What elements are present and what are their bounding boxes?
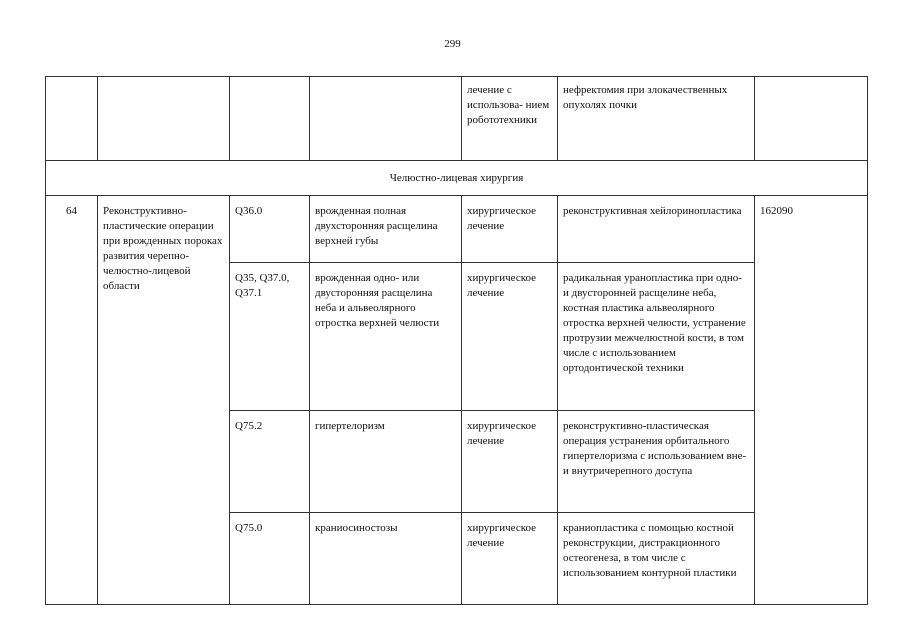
treatment-cell: хирургическое лечение [462,263,558,411]
group-name: Реконструктивно-пластические операции при врожденных пороках развития черепно-челюстно-лицевой области [98,196,230,605]
diagnosis-cell: гипертелоризм [310,411,462,513]
empty-cell [310,77,462,161]
treatment-cell: хирургическое лечение [462,196,558,263]
diagnosis-cell: врожденная одно- или двусторонняя расщелина неба и альвеолярного отростка верхней челюсти [310,263,462,411]
empty-cell [230,77,310,161]
method-cell: радикальная уранопластика при одно- и двусторонней расщелине неба, костная пластика альвеолярного отростка верхней челюсти, устранение протрузии межчелюстной кости, в том числе с использованием ортодонтической техники [558,263,755,411]
section-title: Челюстно-лицевая хирургия [46,161,868,196]
treatment-cell: хирургическое лечение [462,513,558,605]
care-table [45,76,868,605]
empty-cell [755,77,868,161]
treatment-cell: лечение с использова- нием робототехники [462,77,558,161]
method-cell: краниопластика с помощью костной реконструкции, дистракционного остеогенеза, в том числе с использованием контурной пластики [558,513,755,605]
method-cell: нефректомия при злокачественных опухолях почки [558,77,755,161]
code-cell: Q75.2 [230,411,310,513]
table-row [46,77,868,161]
page-number: 299 [444,38,461,50]
method-cell: реконструктивно-пластическая операция устранения орбитального гипертелоризма с использованием вне- и внутричерепного доступа [558,411,755,513]
diagnosis-cell: краниосиностозы [310,513,462,605]
empty-cell [46,77,98,161]
diagnosis-cell: врожденная полная двухсторонняя расщелина верхней губы [310,196,462,263]
table-row [46,196,868,263]
cost-cell: 162090 [755,196,868,605]
section-row [46,161,868,196]
treatment-cell: хирургическое лечение [462,411,558,513]
group-number: 64 [46,196,98,605]
code-cell: Q75.0 [230,513,310,605]
empty-cell [98,77,230,161]
code-cell: Q35, Q37.0, Q37.1 [230,263,310,411]
method-cell: реконструктивная хейлоринопластика [558,196,755,263]
code-cell: Q36.0 [230,196,310,263]
